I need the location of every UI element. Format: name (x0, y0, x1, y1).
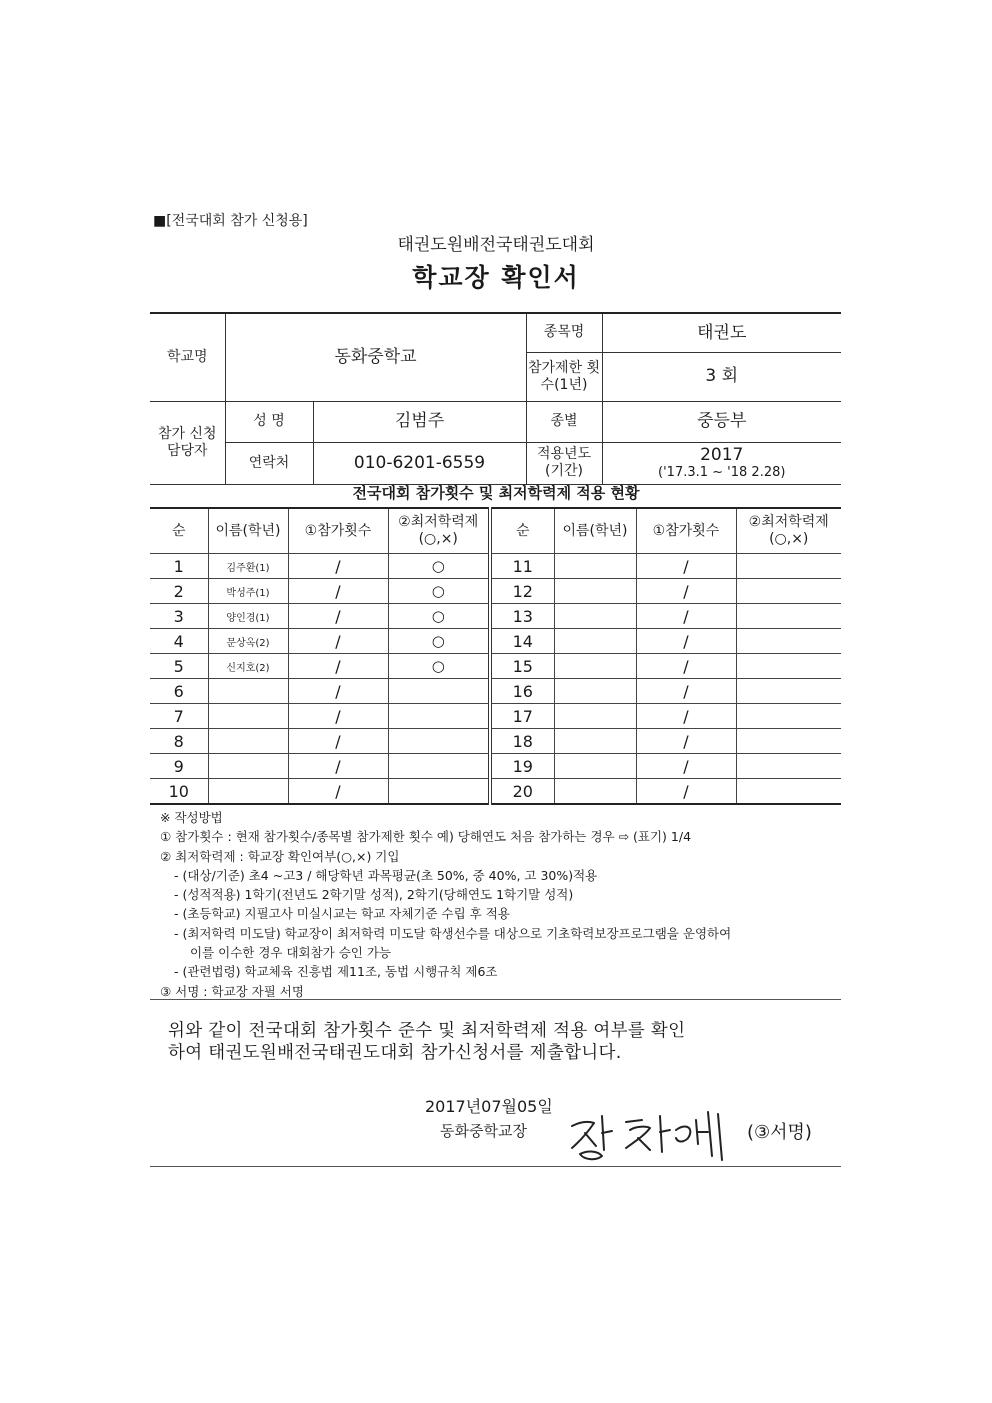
sport-value: 태권도 (602, 313, 841, 352)
row-number: 17 (490, 704, 554, 729)
min-academic-mark (388, 729, 490, 754)
table-row (150, 754, 841, 779)
participation-count: / (636, 654, 736, 679)
row-number: 1 (150, 554, 208, 579)
min-academic-mark (736, 704, 841, 729)
student-name (208, 779, 288, 805)
header-count: ①참가횟수 (288, 508, 388, 554)
sport-label: 종목명 (526, 313, 602, 352)
status-title: 전국대회 참가횟수 및 최저학력제 적용 현황 (352, 484, 640, 502)
table-row (150, 679, 841, 704)
student-name (208, 729, 288, 754)
row-number: 7 (150, 704, 208, 729)
participation-count: / (636, 779, 736, 805)
min-academic-mark: ○ (388, 604, 490, 629)
participation-count: / (288, 729, 388, 754)
student-name (554, 729, 636, 754)
header-min-academic: ②최저학력제 (○,×) (736, 508, 841, 554)
division-label: 종별 (526, 401, 602, 442)
student-name: 문상옥(2) (208, 629, 288, 654)
row-number: 13 (490, 604, 554, 629)
min-academic-mark (736, 654, 841, 679)
division-value: 중등부 (602, 401, 841, 442)
form-type-label: ■[전국대회 참가 신청용] (153, 213, 308, 229)
manager-name: 김범주 (313, 401, 526, 442)
header-count: ①참가횟수 (636, 508, 736, 554)
student-name: 김주환(1) (208, 554, 288, 579)
year-value: 2017 (700, 445, 744, 465)
min-academic-mark (736, 729, 841, 754)
confirmation-line-2: 하여 태권도원배전국태권도대회 참가신청서를 제출합니다. (168, 1043, 622, 1063)
student-name (208, 704, 288, 729)
min-academic-mark (388, 679, 490, 704)
table-row (150, 554, 841, 579)
period-value: ('17.3.1 ~ '18 2.28) (658, 465, 786, 481)
participation-roster-table (150, 507, 841, 805)
participation-count: / (288, 704, 388, 729)
participation-count: / (288, 554, 388, 579)
participation-count: / (636, 704, 736, 729)
document-title: 학교장 확인서 (412, 263, 580, 292)
contact-value: 010-6201-6559 (313, 442, 526, 484)
note-participation-count: ① 참가횟수 : 현재 참가횟수/종목별 참가제한 횟수 예) 당해연도 처음 참가하는 경우 ⇨ (표기) 1/4 (160, 829, 692, 845)
participation-count: / (288, 679, 388, 704)
min-academic-mark (736, 754, 841, 779)
min-academic-mark (736, 779, 841, 805)
limit-value: 3 회 (602, 352, 841, 401)
participation-count: / (288, 754, 388, 779)
row-number: 18 (490, 729, 554, 754)
row-number: 10 (150, 779, 208, 805)
min-academic-mark (736, 679, 841, 704)
student-name: 신지호(2) (208, 654, 288, 679)
row-number: 4 (150, 629, 208, 654)
limit-label: 참가제한 횟수(1년) (526, 352, 602, 401)
confirmation-line-1: 위와 같이 전국대회 참가횟수 준수 및 최저학력제 적용 여부를 확인 (168, 1021, 686, 1041)
student-name (554, 679, 636, 704)
manager-label: 참가 신청 담당자 (150, 401, 225, 484)
student-name (208, 754, 288, 779)
participation-count: / (636, 554, 736, 579)
student-name (554, 754, 636, 779)
min-academic-mark (388, 704, 490, 729)
table-row (150, 654, 841, 679)
table-row (150, 629, 841, 654)
student-name (554, 629, 636, 654)
table-row (150, 779, 841, 805)
row-number: 6 (150, 679, 208, 704)
student-name (554, 704, 636, 729)
divider (150, 1166, 841, 1167)
min-academic-mark (736, 554, 841, 579)
table-row (150, 729, 841, 754)
row-number: 2 (150, 579, 208, 604)
row-number: 12 (490, 579, 554, 604)
participation-count: / (288, 604, 388, 629)
min-academic-mark (736, 604, 841, 629)
participation-count: / (636, 579, 736, 604)
note-grade-period: - (성적적용) 1학기(전년도 2학기말 성적), 2학기(당해연도 1학기말 성적) (174, 887, 574, 903)
note-elementary: - (초등학교) 지필고사 미실시교는 학교 자체기준 수립 후 적용 (174, 906, 510, 922)
row-number: 11 (490, 554, 554, 579)
min-academic-mark (388, 754, 490, 779)
header-no: 순 (150, 508, 208, 554)
note-min-academic: ② 최저학력제 : 학교장 확인여부(○,×) 기입 (160, 848, 400, 864)
note-signature: ③ 서명 : 학교장 자필 서명 (160, 983, 304, 999)
header-no: 순 (490, 508, 554, 554)
min-academic-mark (736, 579, 841, 604)
header-min-academic: ②최저학력제 (○,×) (388, 508, 490, 554)
participation-count: / (636, 629, 736, 654)
note-below-minimum: - (최저학력 미도달) 학교장이 최저학력 미도달 학생선수를 대상으로 기초학력보장프로그램을 운영하여 (174, 925, 732, 941)
min-academic-mark (736, 629, 841, 654)
table-row (150, 579, 841, 604)
participation-count: / (288, 654, 388, 679)
student-name (554, 579, 636, 604)
min-academic-mark: ○ (388, 629, 490, 654)
principal-title: 동화중학교장 (440, 1122, 527, 1140)
student-name (554, 779, 636, 805)
confirmation-statement (168, 1020, 838, 1064)
name-label: 성 명 (225, 401, 313, 442)
participation-count: / (636, 604, 736, 629)
contact-label: 연락처 (225, 442, 313, 484)
table-row (150, 704, 841, 729)
participation-count: / (636, 754, 736, 779)
row-number: 5 (150, 654, 208, 679)
signature-label: (③서명) (747, 1122, 812, 1143)
participation-count: / (288, 629, 388, 654)
row-number: 15 (490, 654, 554, 679)
year-label: 적용년도 (기간) (526, 442, 602, 484)
row-number: 20 (490, 779, 554, 805)
participation-count: / (288, 579, 388, 604)
divider (150, 999, 841, 1000)
row-number: 19 (490, 754, 554, 779)
row-number: 16 (490, 679, 554, 704)
student-name (554, 554, 636, 579)
header-name: 이름(학년) (554, 508, 636, 554)
student-name: 박성주(1) (208, 579, 288, 604)
student-name (554, 654, 636, 679)
min-academic-mark: ○ (388, 554, 490, 579)
note-legal-basis: - (관련법령) 학교체육 진흥법 제11조, 동법 시행규칙 제6조 (174, 964, 498, 980)
submission-date: 2017년07월05일 (425, 1097, 553, 1116)
min-academic-mark: ○ (388, 579, 490, 604)
handwritten-signature (566, 1106, 741, 1162)
student-name: 양인경(1) (208, 604, 288, 629)
note-target: - (대상/기준) 초4 ~고3 / 해당학년 과목평균(초 50%, 중 40%, 고 30%)적용 (174, 867, 598, 883)
event-title: 태권도원배전국태권도대회 (397, 235, 595, 255)
min-academic-mark: ○ (388, 654, 490, 679)
row-number: 9 (150, 754, 208, 779)
min-academic-mark (388, 779, 490, 805)
applicant-info-table (150, 312, 841, 485)
row-number: 14 (490, 629, 554, 654)
table-row (150, 604, 841, 629)
participation-count: / (636, 679, 736, 704)
notes-heading: ※ 작성방법 (160, 810, 223, 825)
student-name (554, 604, 636, 629)
participation-count: / (288, 779, 388, 805)
instructions-notes (160, 808, 850, 1001)
row-number: 8 (150, 729, 208, 754)
year-cell (602, 442, 841, 484)
student-name (208, 679, 288, 704)
school-name: 동화중학교 (225, 313, 526, 401)
row-number: 3 (150, 604, 208, 629)
note-below-minimum-cont: 이를 이수한 경우 대회참가 승인 가능 (190, 945, 391, 961)
header-name: 이름(학년) (208, 508, 288, 554)
participation-count: / (636, 729, 736, 754)
school-label: 학교명 (150, 313, 225, 401)
